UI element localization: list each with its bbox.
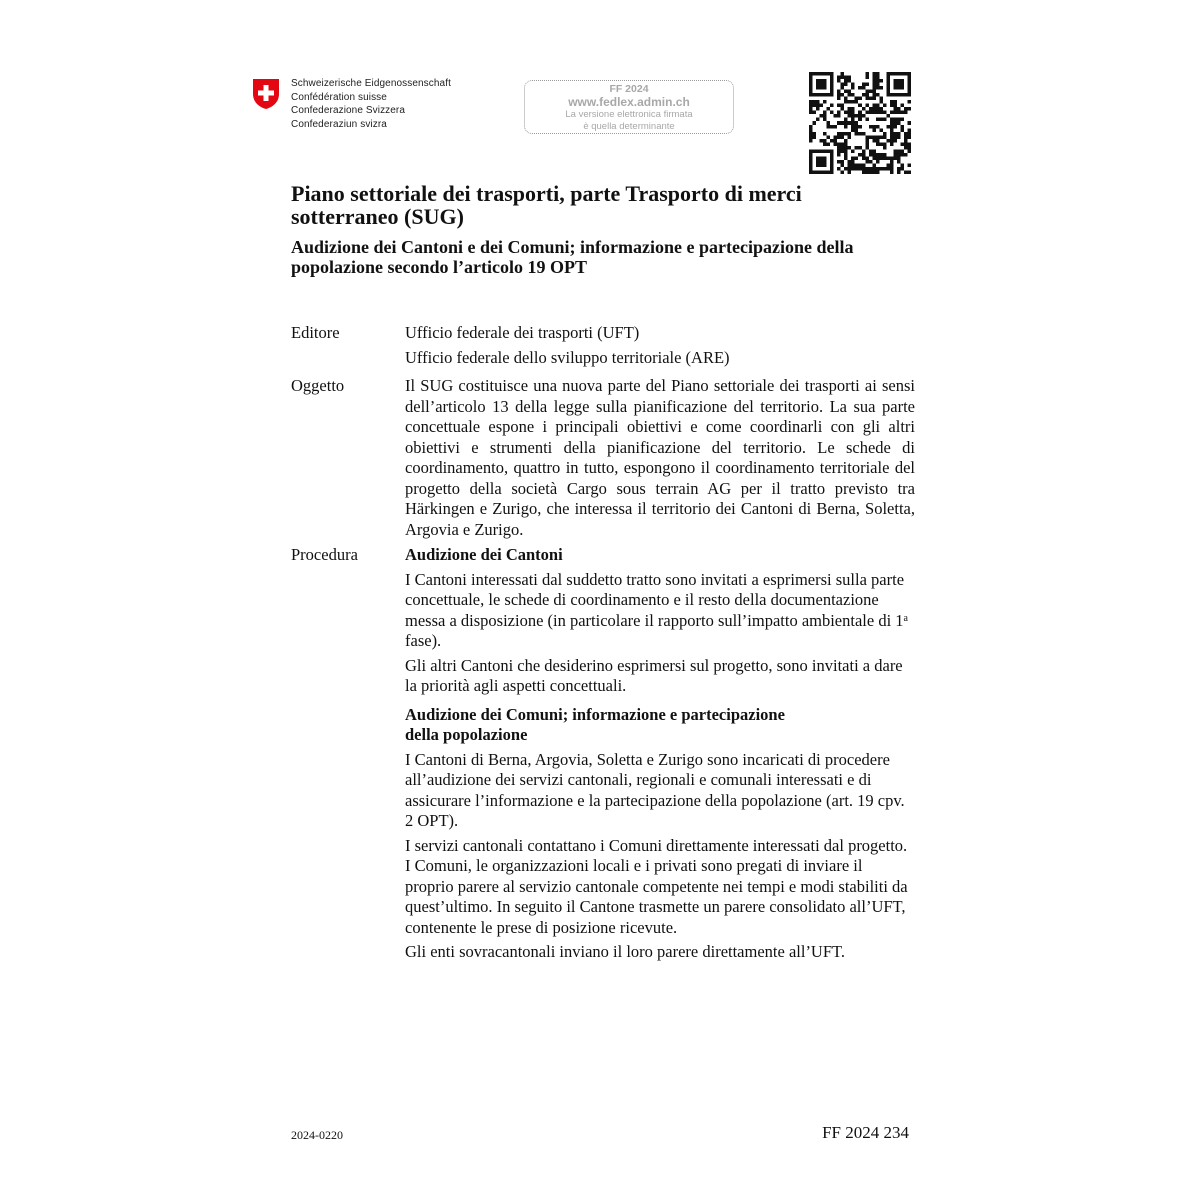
document-title: Piano settoriale dei trasporti, parte Trasporto di merci sotterraneo (SUG) [291, 181, 802, 229]
section-heading: Audizione dei Comuni; informazione e partecipazione della popolazione [405, 704, 785, 744]
editore-line: Ufficio federale dello sviluppo territoriale (ARE) [405, 347, 730, 367]
oggetto-content [405, 376, 915, 540]
paragraph: I servizi cantonali contattano i Comuni direttamente interessati dal progetto. I Comuni, le organizzazioni locali e i privati sono pregati di inviare il proprio parere al servizio cantonale competente nei tempi e modi stabiliti da quest’ultimo. In seguito il Cantone trasmette un parere consolidato all’UFT, contenente le prese di posizione ricevute. [405, 835, 908, 937]
section-heading: Audizione dei Cantoni [405, 545, 563, 564]
oggetto-text: Il SUG costituisce una nuova parte del Piano settoriale dei trasporti ai sensi dell’articolo 13 della legge sulla pianificazione del territorio. La sua parte concettuale espone i principali obiettivi e come coordinarli con gli altri obiettivi e strumenti della pianificazione del territorio. Le schede di coordinamento, quattro in tutto, espongono il coordinamento territoriale del progetto della società Cargo sous terrain AG per il tratto previsto tra Härkingen e Zurigo, che interessa il territorio dei Cantoni di Berna, Soletta, Argovia e Zurigo. [405, 376, 915, 539]
qr-code-icon [809, 72, 911, 174]
editore-content [405, 323, 915, 368]
editore-line: Ufficio federale dei trasporti (UFT) [405, 323, 640, 342]
paragraph: Gli enti sovracantonali inviano il loro parere direttamente all’UFT. [405, 942, 846, 961]
document-subtitle: Audizione dei Cantoni e dei Comuni; informazione e partecipazione della popolazione secondo l’articolo 19 OPT [291, 237, 854, 277]
document-header [252, 72, 912, 172]
editore-label: Editore [291, 323, 340, 342]
paragraph: I Cantoni di Berna, Argovia, Soletta e Zurigo sono incaricati di procedere all’audizione dei servizi cantonali, regionali e comunali interessati e di assicurare l’informazione e la partecipazione della popolazione (art. 19 cpv. 2 OPT). [405, 749, 905, 830]
oggetto-label: Oggetto [291, 376, 345, 395]
paragraph: Gli altri Cantoni che desiderino esprimersi sul progetto, sono invitati a dare la priorità agli aspetti concettuali. [405, 655, 903, 695]
document-number: 2024-0220 [291, 1128, 343, 1142]
procedura-label: Procedura [291, 545, 358, 564]
swiss-crest-icon [252, 78, 280, 110]
page-reference: FF 2024 234 [822, 1123, 909, 1142]
procedura-content [405, 545, 915, 963]
confederation-name: Schweizerische Eidgenossenschaft Confédération suisse Confederazione Svizzera Confederaziun svizra [291, 78, 451, 130]
paragraph: I Cantoni interessati dal suddetto tratto sono invitati a esprimersi sulla parte concettuale, le schede di coordinamento e il resto della documentazione messa a disposizione (in particolare il rapporto sull’impatto ambientale di 1$^a$ fase). [405, 569, 908, 650]
fedlex-stamp: FF 2024 www.fedlex.admin.ch La versione elettronica firmata è quella determinante [524, 80, 734, 134]
